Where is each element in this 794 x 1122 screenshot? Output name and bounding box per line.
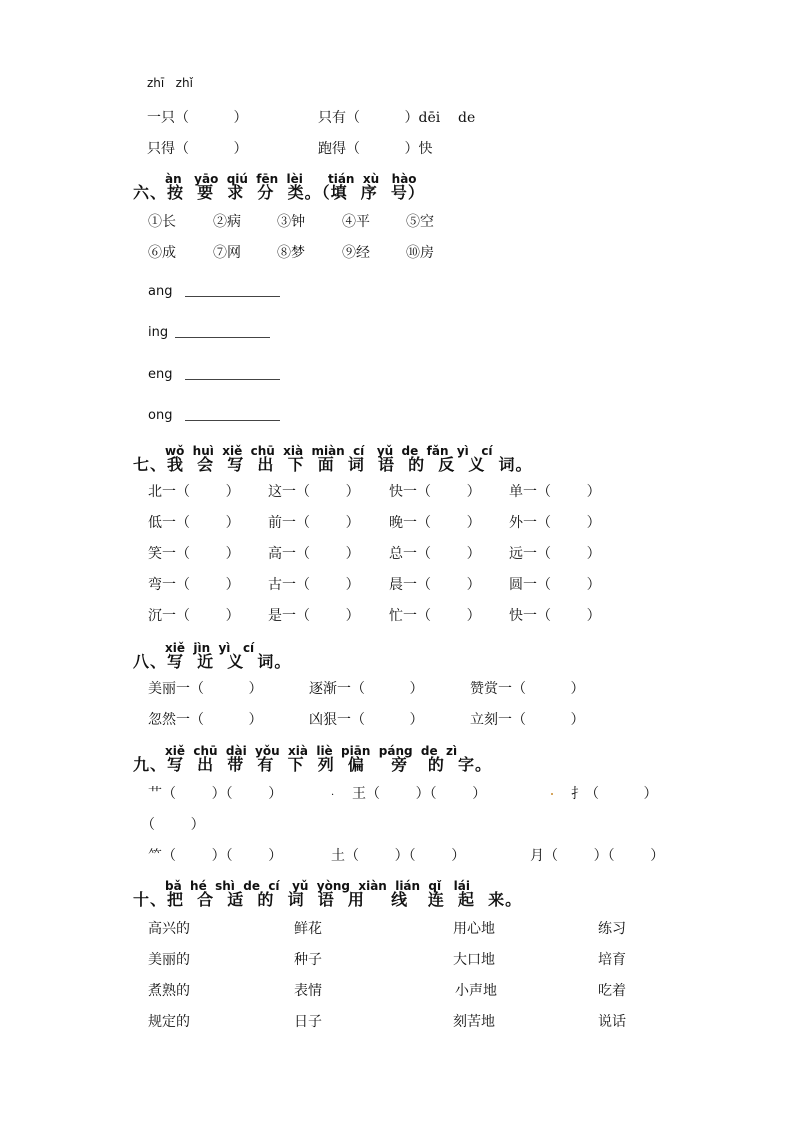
category-eng-line[interactable] — [185, 379, 280, 380]
antonym-cell: 忙一（ ） — [389, 608, 481, 624]
option-5: ⑤空 — [406, 214, 434, 230]
option-6: ⑥成 — [148, 245, 176, 261]
antonym-cell: 总一（ ） — [389, 546, 481, 562]
category-ing-label: ing — [148, 325, 169, 340]
item-paode: 跑得（ ）快 — [318, 141, 433, 157]
match-col1-item[interactable]: 煮熟的 — [148, 983, 190, 999]
match-col2-item[interactable]: 日子 — [294, 1014, 322, 1030]
section7-title: 七、我 会 写 出 下 面 词 语 的 反 义 词。 — [133, 455, 533, 474]
antonym-cell: 远一（ ） — [509, 546, 601, 562]
bullet-mark: · — [331, 790, 335, 801]
antonym-cell: 弯一（ ） — [148, 577, 240, 593]
match-col4-item[interactable]: 培育 — [598, 952, 626, 968]
match-col1-item[interactable]: 美丽的 — [148, 952, 190, 968]
match-col1-item[interactable]: 高兴的 — [148, 921, 190, 937]
antonym-cell: 晚一（ ） — [389, 515, 481, 531]
synonym-cell: 赞赏一（ ） — [470, 681, 585, 697]
match-col2-item[interactable]: 鲜花 — [294, 921, 322, 937]
section8-title: 八、写 近 义 词。 — [133, 652, 292, 671]
section10-pinyin: bǎ hé shì de cí yǔ yòng xiàn lián qǐ lái — [165, 879, 470, 893]
category-ang-line[interactable] — [185, 296, 280, 297]
radical-yue-cell: 月（ ）（ ） — [530, 848, 665, 864]
pinyin-zhi: zhī zhǐ — [147, 76, 193, 90]
antonym-cell: 这一（ ） — [268, 484, 360, 500]
section8-pinyin: xiě jìn yì cí — [165, 641, 255, 655]
match-col4-item[interactable]: 说话 — [598, 1014, 626, 1030]
radical-tu-cell: 土（ ）（ ） — [331, 848, 466, 864]
synonym-cell: 逐渐一（ ） — [309, 681, 424, 697]
antonym-cell: 晨一（ ） — [389, 577, 481, 593]
section9-title: 九、写 出 带 有 下 列 偏 旁 的 字。 — [133, 755, 492, 774]
radical-shou-cell: 扌（ ） — [571, 786, 658, 802]
match-col2-item[interactable]: 种子 — [294, 952, 322, 968]
option-3: ③钟 — [277, 214, 305, 230]
synonym-cell: 立刻一（ ） — [470, 712, 585, 728]
antonym-cell: 笑一（ ） — [148, 546, 240, 562]
match-col4-item[interactable]: 吃着 — [598, 983, 626, 999]
section10-title: 十、把 合 适 的 词 语 用 线 连 起 来。 — [133, 890, 523, 909]
option-10: ⑩房 — [406, 245, 434, 261]
antonym-cell: 北一（ ） — [148, 484, 240, 500]
option-9: ⑨经 — [342, 245, 370, 261]
category-eng-label: eng — [148, 367, 173, 382]
radical-wang-cell: 王（ ）（ ） — [352, 786, 487, 802]
antonym-cell: 古一（ ） — [268, 577, 360, 593]
section7-pinyin: wǒ huì xiě chū xià miàn cí yǔ de fǎn yì cí — [165, 444, 493, 458]
synonym-cell: 美丽一（ ） — [148, 681, 263, 697]
item-zhide: 只得（ ） — [147, 141, 248, 157]
antonym-cell: 前一（ ） — [268, 515, 360, 531]
match-col3-item[interactable]: 刻苦地 — [453, 1014, 495, 1030]
match-col3-item[interactable]: 小声地 — [455, 983, 497, 999]
item-yizhi: 一只（ ） — [147, 110, 248, 126]
antonym-cell: 沉一（ ） — [148, 608, 240, 624]
section6-pinyin: àn yāo qiú fēn lèi tián xù hào — [165, 172, 417, 186]
synonym-cell: 凶狠一（ ） — [309, 712, 424, 728]
antonym-cell: 圆一（ ） — [509, 577, 601, 593]
option-4: ④平 — [342, 214, 370, 230]
match-col3-item[interactable]: 用心地 — [453, 921, 495, 937]
antonym-cell: 快一（ ） — [389, 484, 481, 500]
stray-dot — [551, 793, 553, 795]
match-col2-item[interactable]: 表情 — [294, 983, 322, 999]
synonym-cell: 忽然一（ ） — [148, 712, 263, 728]
antonym-cell: 快一（ ） — [509, 608, 601, 624]
antonym-cell: 是一（ ） — [268, 608, 360, 624]
category-ong-line[interactable] — [185, 420, 280, 421]
item-zhiyou: 只有（ ）dēi de — [318, 110, 476, 126]
option-7: ⑦网 — [213, 245, 241, 261]
category-ing-line[interactable] — [175, 337, 270, 338]
match-col1-item[interactable]: 规定的 — [148, 1014, 190, 1030]
section9-pinyin: xiě chū dài yǒu xià liè piān páng de zì — [165, 744, 458, 758]
antonym-cell: 低一（ ） — [148, 515, 240, 531]
match-col3-item[interactable]: 大口地 — [453, 952, 495, 968]
antonym-cell: 外一（ ） — [509, 515, 601, 531]
radical-zhu-cell: ⺮（ ）（ ） — [148, 848, 283, 864]
category-ang-label: ang — [148, 284, 173, 299]
antonym-cell: 单一（ ） — [509, 484, 601, 500]
antonym-cell: 高一（ ） — [268, 546, 360, 562]
radical-cao-cell: 艹（ ）（ ） — [148, 786, 283, 802]
option-8: ⑧梦 — [277, 245, 305, 261]
category-ong-label: ong — [148, 408, 173, 423]
radical-shou-wrap: （ ） — [141, 817, 205, 833]
section6-title: 六、按 要 求 分 类。（填 序 号） — [133, 183, 425, 202]
match-col4-item[interactable]: 练习 — [598, 921, 626, 937]
option-2: ②病 — [213, 214, 241, 230]
option-1: ①长 — [148, 214, 176, 230]
